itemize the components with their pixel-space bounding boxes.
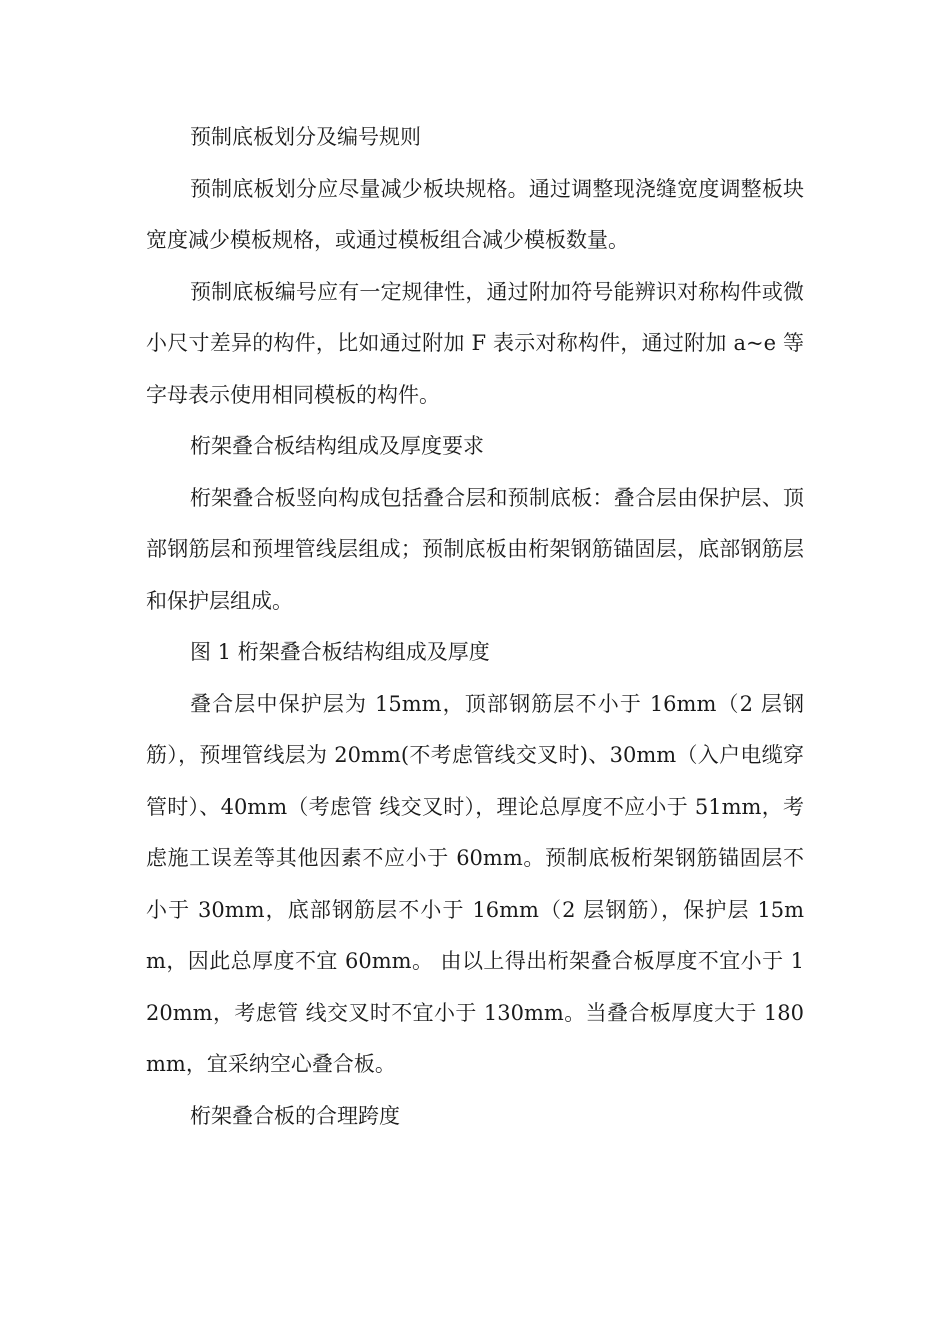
paragraph-structure-composition: 桁架叠合板竖向构成包括叠合层和预制底板：叠合层由保护层、顶部钢筋层和预埋管线层组成；预制底板由桁架钢筋锚固层，底部钢筋层和保护层组成。 (146, 485, 804, 613)
document-body (146, 112, 804, 1142)
section-heading-reasonable-span: 桁架叠合板的合理跨度 (190, 1103, 400, 1128)
figure-caption: 图 1 桁架叠合板结构组成及厚度 (190, 640, 490, 664)
paragraph-numbering-rules: 预制底板编号应有一定规律性，通过附加符号能辨识对称构件或微小尺寸差异的构件，比如通过附加 F 表示对称构件，通过附加 a~e 等字母表示使用相同模板的构件。 (146, 279, 804, 407)
section-heading-structure-thickness: 桁架叠合板结构组成及厚度要求 (190, 434, 484, 458)
section-heading-division-numbering: 预制底板划分及编号规则 (190, 125, 421, 149)
paragraph-division-rules: 预制底板划分应尽量减少板块规格。通过调整现浇缝宽度调整板块宽度减少模板规格，或通过模板组合减少模板数量。 (146, 176, 804, 252)
paragraph-thickness-requirements: 叠合层中保护层为 15mm，顶部钢筋层不小于 16mm（2 层钢筋），预埋管线层为 20mm(不考虑管线交叉时)、30mm（入户电缆穿管时）、40mm（考虑管 线交叉时），理论总厚度不应小于 51mm，考虑施工误差等其他因素不应小于 60mm。预制底板桁架钢筋锚固层不小于 30mm，底部钢筋层不小于 16mm（2 层钢筋），保护层 15mm，因此总厚度不宜 60mm。 由以上得出桁架叠合板厚度不宜小于 120mm，考虑管 线交叉时不宜小于 130mm。当叠合板厚度大于 180mm，宜采纳空心叠合板。 (146, 691, 804, 1076)
